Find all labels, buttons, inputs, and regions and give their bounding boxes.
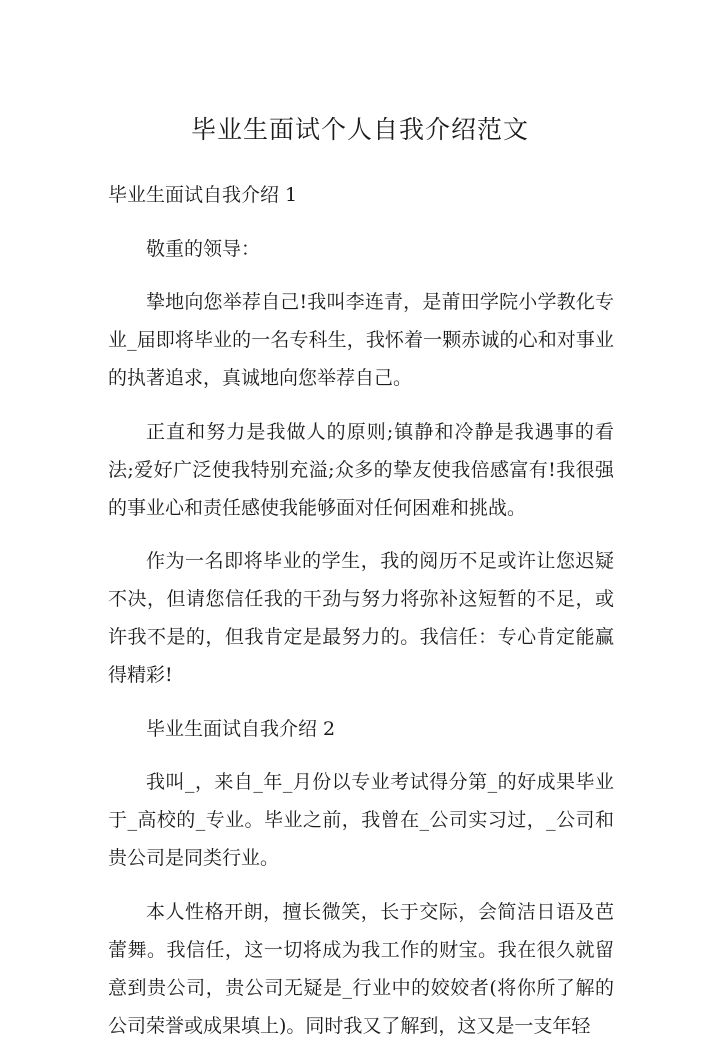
paragraph: 正直和努力是我做人的原则;镇静和冷静是我遇事的看法;爱好广泛使我特别充溢;众多的挚友使我倍感富有!我很强的事业心和责任感使我能够面对任何困难和挑战。 <box>108 420 614 519</box>
section-heading-2: 毕业生面试自我介绍 2 <box>146 717 336 740</box>
salutation: 敬重的领导： <box>146 237 261 260</box>
document-body <box>108 176 614 1060</box>
paragraph: 作为一名即将毕业的学生，我的阅历不足或许让您迟疑不决，但请您信任我的干劲与努力将弥补这短暂的不足，或许我不是的，但我肯定是最努力的。我信任：专心肯定能赢得精彩! <box>108 550 614 686</box>
paragraph: 我叫_，来自_年_月份以专业考试得分第_的好成果毕业于_高校的_专业。毕业之前，我曾在_公司实习过，_公司和贵公司是同类行业。 <box>108 771 614 869</box>
document-title: 毕业生面试个人自我介绍范文 <box>190 115 529 144</box>
paragraph: 挚地向您举荐自己!我叫李连青，是莆田学院小学教化专业_届即将毕业的一名专科生，我怀着一颗赤诚的心和对事业的执著追求，真诚地向您举荐自己。 <box>108 291 614 389</box>
section-heading-1: 毕业生面试自我介绍 1 <box>108 184 298 206</box>
paragraph: 本人性格开朗，擅长微笑，长于交际，会简洁日语及芭蕾舞。我信任，这一切将成为我工作的财宝。我在很久就留意到贵公司，贵公司无疑是_行业中的姣姣者(将你所了解的公司荣誉或成果填上)。同时我又了解到，这又是一支年轻 <box>108 900 614 1037</box>
